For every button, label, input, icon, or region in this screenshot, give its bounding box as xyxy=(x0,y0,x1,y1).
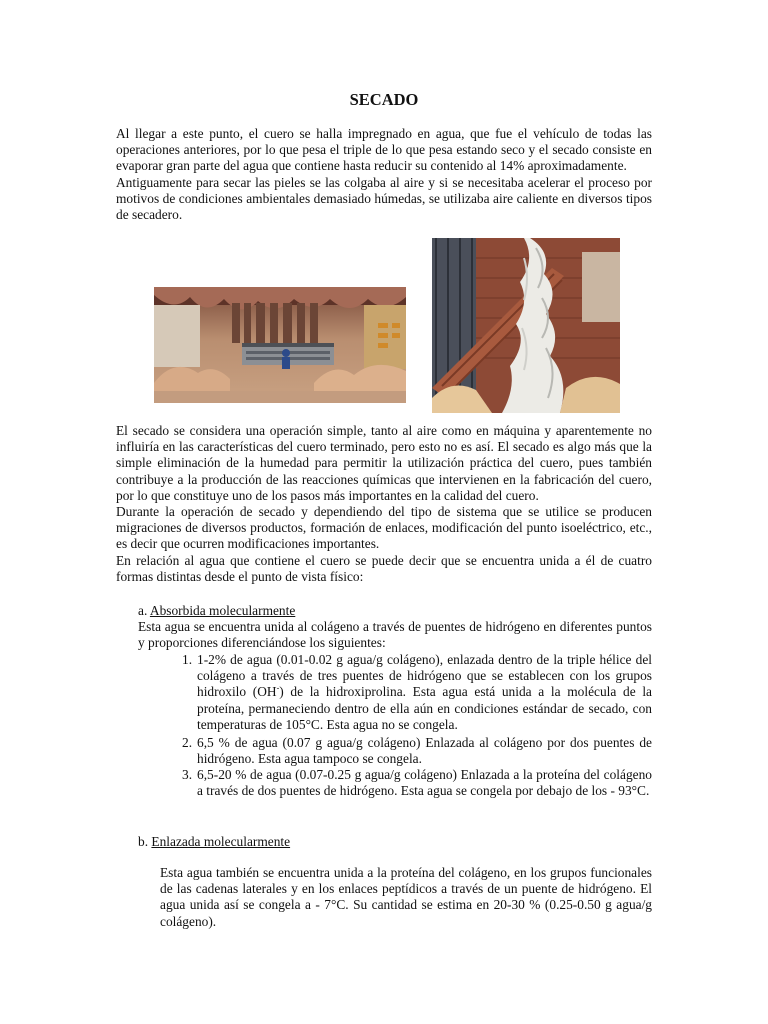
section-a-marker: a. xyxy=(138,603,148,618)
list-item-text: 6,5 % de agua (0.07 g agua/g colágeno) Enlazada al colágeno por dos puentes de hidrógeno. Esta agua tampoco se congela. xyxy=(197,735,652,767)
intro-section xyxy=(116,126,652,223)
body-paragraph-3: En relación al agua que contiene el cuero se puede decir que se encuentra unida a él de cuatro formas distintas desde el punto de vista físico: xyxy=(116,552,652,584)
list-item-number: 3. xyxy=(182,767,193,782)
list-item xyxy=(182,735,652,767)
conveyor-hides-photo xyxy=(432,238,620,413)
intro-paragraph-2: Antiguamente para secar las pieles se las colgaba al aire y si se necesitaba acelerar el proceso por motivos de condiciones ambientales demasiado húmedas, se utilizaba aire caliente en diversos tipos de secadero. xyxy=(116,174,652,223)
section-a-heading xyxy=(138,603,295,619)
body-paragraph-2: Durante la operación de secado y dependiendo del tipo de sistema que se utilice se producen migraciones de diversos productos, formación de enlaces, modificación del punto isoeléctrico, etc., es decir que ocurren modificaciones importantes. xyxy=(116,504,652,552)
intro-paragraph-1: Al llegar a este punto, el cuero se halla impregnado en agua, que fue el vehículo de todas las operaciones anteriores, por lo que pesa el triple de lo que pesa estando seco y el secado consiste en evaporar gran parte del agua que contiene hasta reducir su contenido al 14% aproximadamente. xyxy=(116,126,652,174)
list-item-number: 2. xyxy=(182,735,193,750)
body-paragraph-1: El secado se considera una operación simple, tanto al aire como en máquina y aparentemente no influiría en las características del cuero terminado, pero esto no es así. El secado es algo más que la simple eliminación de la humedad para permitir la utilización práctica del cuero, pues también contribuye a la producción de las reacciones químicas que intervienen en la fabricación del cuero, por lo que constituye uno de los pasos más importantes en la calidad del cuero. xyxy=(116,423,652,503)
list-item-text: 6,5-20 % de agua (0.07-0.25 g agua/g colágeno) Enlazada a la proteína del colágeno a través de dos puentes de hidrógeno. Esta agua se congela por debajo de los - 93°C. xyxy=(197,767,652,799)
hanging-hides-photo xyxy=(154,287,406,403)
list-item-number: 1. xyxy=(182,652,193,667)
superscript-minus: - xyxy=(276,683,280,693)
list-item xyxy=(182,652,652,733)
list-item-text: 1-2% de agua (0.01-0.02 g agua/g colágeno), enlazada dentro de la triple hélice del colágeno a través de tres puentes de hidrógeno que se establecen con los grupos hidroxilo (OH-) de la hidroxiprolina. Esta agua está unida a la molécula de la proteína, permaneciendo dentro de ella aún en condiciones estándar de secado, con temperaturas de 105°C. Esta agua no se congela. xyxy=(197,652,652,732)
list-item xyxy=(182,767,652,799)
section-b-heading xyxy=(138,834,290,850)
section-b-marker: b. xyxy=(138,834,149,849)
section-b-title: Enlazada molecularmente xyxy=(151,834,291,849)
section-a-description: Esta agua se encuentra unida al colágeno a través de puentes de hidrógeno en diferentes puntos y proporciones diferenciándose los siguientes: xyxy=(138,619,652,651)
section-b-description: Esta agua también se encuentra unida a la proteína del colágeno, en los grupos funcionales de las cadenas laterales y en los enlaces peptídicos a través de un puente de hidrógeno. El agua unida así se congela a - 7°C. Su cantidad se estima en 20-30 % (0.25-0.50 g agua/g colágeno). xyxy=(160,865,652,929)
body-section xyxy=(116,423,652,585)
page-title: SECADO xyxy=(349,90,419,109)
section-a-title: Absorbida molecularmente xyxy=(149,603,296,618)
